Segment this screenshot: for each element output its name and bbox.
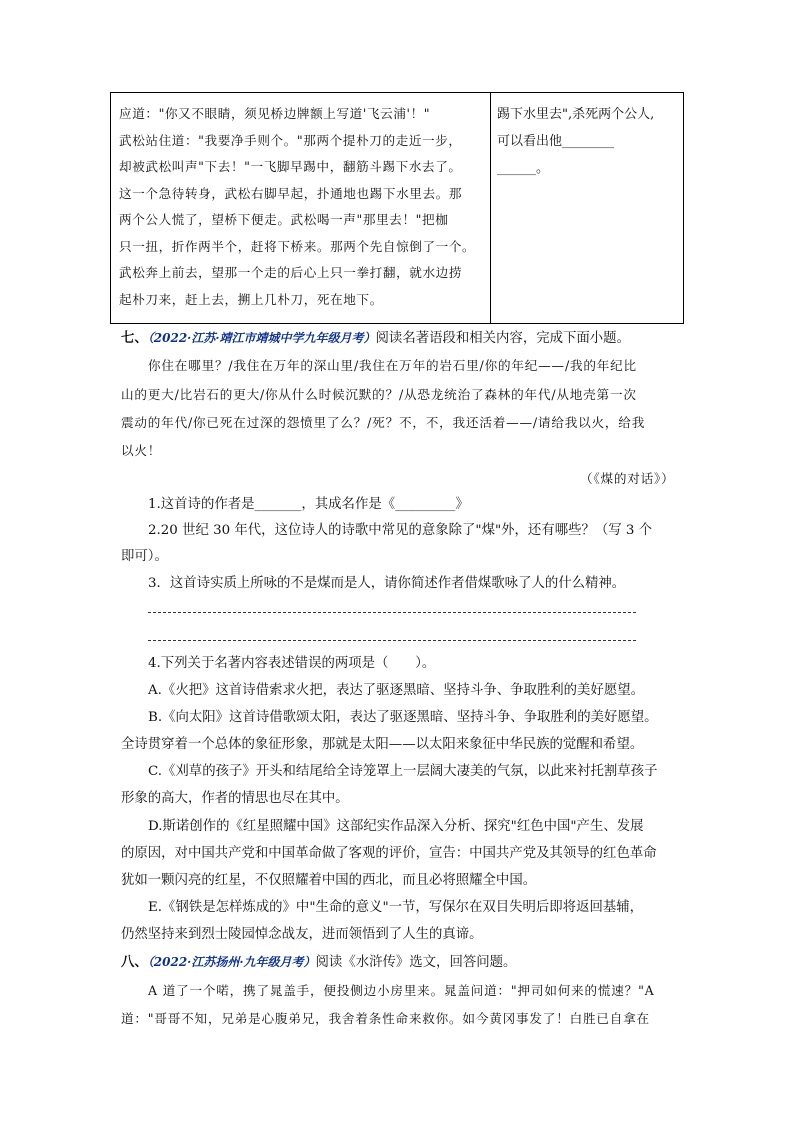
table-divider	[490, 93, 491, 323]
table-left-line: 两个公人慌了，望桥下便走。武松喝一声"那里去！"把枷	[119, 212, 449, 227]
option-e: E.《钢铁是怎样炼成的》中"生命的意义"一节，写保尔在双目失明后即将返回基辅，	[148, 900, 644, 915]
table-left-line: 却被武松叫声"下去！"一飞脚早踢中，翻筋斗踢下水去了。	[119, 159, 462, 174]
section8-number: 八、	[121, 954, 148, 970]
quote-table	[110, 92, 684, 324]
question-4: 4.下列关于名著内容表述错误的两项是（ ）。	[148, 656, 436, 671]
option-b-cont: 全诗贯穿着一个总体的象征形象，那就是太阳——以太阳来象征中华民族的觉醒和希望。	[121, 737, 644, 752]
table-left-line: 这一个急待转身，武松右脚早起，扑通地也踢下水里去。那	[119, 185, 463, 201]
poem-line: 你住在哪里？/我住在万年的深山里/我住在万年的岩石里/你的年纪——/我的年纪比	[148, 358, 637, 373]
section8-instruction: 阅读《水浒传》选文，回答问题。	[315, 955, 517, 970]
answer-line	[148, 640, 636, 642]
table-left-line: 武松奔上前去，望那一个走的后心上只一拳打翻，就水边捞	[119, 265, 463, 280]
table-left-cell	[119, 101, 485, 313]
option-c-cont: 形象的高大，作者的情思也尽在其中。	[121, 791, 349, 806]
answer-line	[148, 612, 636, 614]
option-d: D.斯诺创作的《红星照耀中国》这部纪实作品深入分析、探究"红色中国"产生、发展	[148, 819, 644, 834]
option-a: A.《火把》这首诗借索求火把，表达了驱逐黑暗、坚持斗争、争取胜利的美好愿望。	[148, 683, 644, 698]
section8-heading	[121, 950, 516, 975]
table-right-line: 可以看出他________	[497, 134, 615, 149]
poem-line: 山的更大/比岩石的更大/你从什么时候沉默的？/从恐龙统治了森林的年代/从地壳第一次	[121, 387, 637, 402]
table-right-line: 踢下水里去",杀死两个公人,	[497, 107, 655, 122]
section8-source: （2022·江苏扬州·九年级月考）	[147, 955, 316, 969]
table-left-line: 武松站住道："我要净手则个。"那两个提朴刀的走近一步，	[119, 132, 462, 148]
option-d-cont: 犹如一颗闪亮的红星，不仅照耀着中国的西北，而且必将照耀全中国。	[121, 873, 537, 888]
table-left-line: 只一扭，折作两半个，赶将下桥来。那两个先自惊倒了一个。	[119, 238, 476, 254]
table-right-line: ______。	[497, 161, 550, 176]
poem-source: （《煤的对话》）	[580, 471, 675, 486]
option-c: C.《刈草的孩子》开头和结尾给全诗笼罩上一层阔大凄美的气氛，以此来衬托割草孩子	[148, 764, 658, 779]
table-right-cell	[497, 101, 681, 182]
option-e-cont: 仍然坚持来到烈士陵园悼念战友，进而领悟到了人生的真谛。	[121, 927, 483, 942]
section7-instruction: 阅读名著语段和相关内容，完成下面小题。	[375, 331, 630, 346]
section7-number: 七、	[121, 330, 148, 346]
option-b: B.《向太阳》这首诗借歌颂太阳，表达了驱逐黑暗、坚持斗争、争取胜利的美好愿望。	[148, 710, 658, 725]
section7-heading	[121, 326, 630, 351]
question-3: 3．这首诗实质上所咏的不是煤而是人，请你简述作者借煤歌咏了人的什么精神。	[148, 576, 626, 591]
poem-line: 震动的年代/你已死在过深的怨愤里了么？/死？不，不，我还活着——/请给我以火，给我	[121, 415, 646, 430]
table-left-line: 应道："你又不眼睛，须见桥边牌额上写道'飞云浦'！"	[119, 106, 431, 121]
question-2-cont: 即可）。	[121, 549, 168, 564]
option-d-cont: 的原因，对中国共产党和中国革命做了客观的评价，宣告：中国共产党及其领导的红色革命	[121, 846, 657, 861]
section7-source: （2022·江苏·靖江市靖城中学九年级月考）	[147, 331, 376, 345]
question-2: 2.20 世纪 30 年代，这位诗人的诗歌中常见的意象除了"煤"外，还有哪些？（写 3 个	[148, 523, 653, 538]
poem-line: 以火！	[121, 443, 162, 458]
passage-line: A 道了一个喏，携了晁盖手，便投侧边小房里来。晁盖问道："押司如何来的慌速？"A	[148, 983, 655, 998]
table-left-line: 起朴刀来，赶上去，搠上几朴刀，死在地下。	[119, 291, 383, 307]
question-1: 1.这首诗的作者是_______，其成名作是《_________》	[148, 497, 469, 512]
passage-line: 道："哥哥不知，兄弟是心腹弟兄，我舍着条性命来救你。如今黄冈事发了！白胜已自拿在	[121, 1011, 650, 1026]
